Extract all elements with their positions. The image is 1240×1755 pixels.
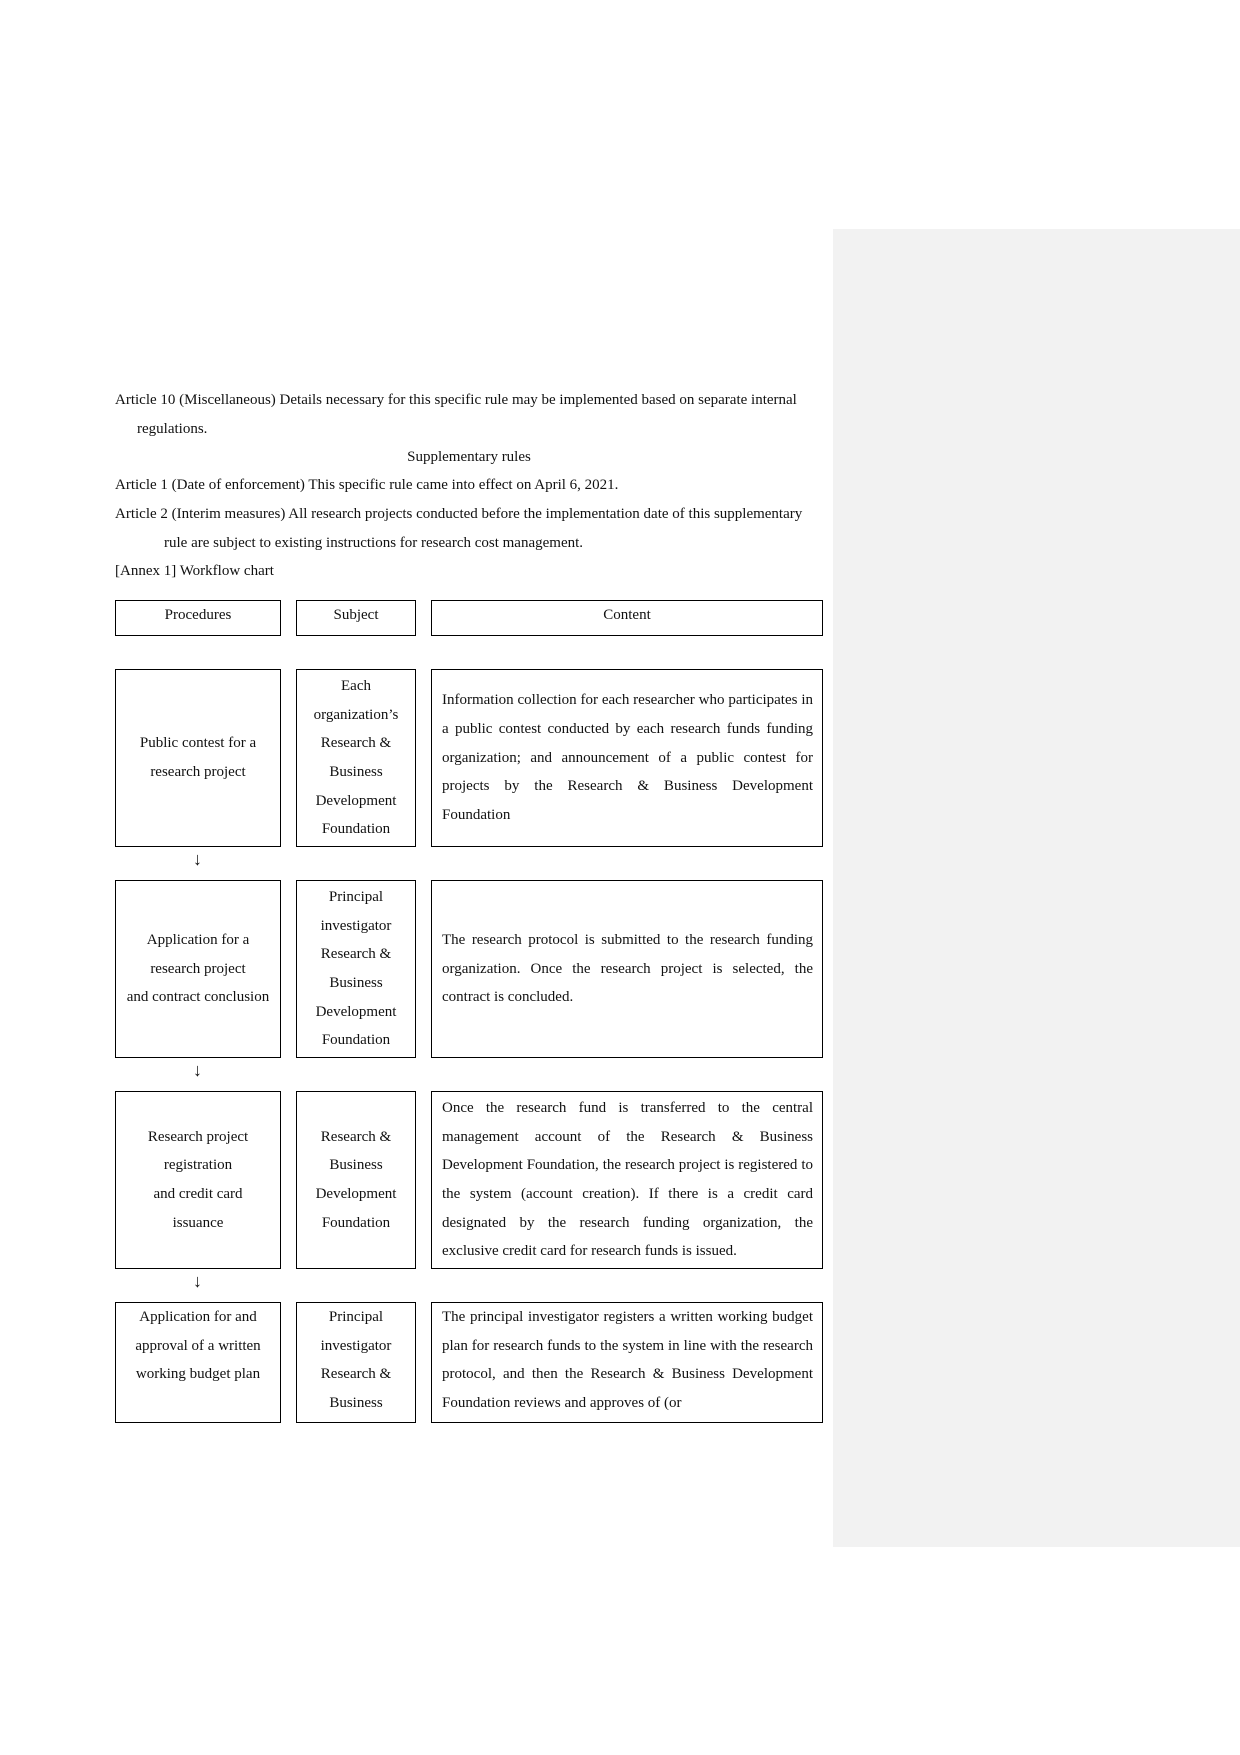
step-2-content-text: The research protocol is submitted to the research funding organization. Once the research project is selected, the contract is concluded. bbox=[442, 931, 813, 1006]
comment-pane bbox=[833, 229, 1240, 1547]
step-2-subject-line: Research & bbox=[320, 946, 392, 963]
article-10 bbox=[115, 386, 823, 443]
step-4-procedure-line: approval of a written bbox=[135, 1337, 261, 1354]
step-4-content-text: The principal investigator registers a written working budget plan for research funds to the system in line with the research protocol, and then the Research & Business Development Foundation reviews and approves of (or bbox=[442, 1309, 813, 1412]
step-1-procedure-line: research project bbox=[150, 764, 246, 780]
header-subject-label: Subject bbox=[333, 607, 379, 623]
step-2-subject-line: Foundation bbox=[321, 1032, 391, 1049]
step-2-procedure-line: research project bbox=[150, 960, 246, 977]
step-2-subject-line: Principal bbox=[328, 888, 384, 905]
article-2-line-2: rule are subject to existing instructions for research cost management. bbox=[164, 534, 584, 551]
header-subject bbox=[296, 600, 416, 636]
step-3-subject-line: Development bbox=[315, 1186, 397, 1202]
annex-title: [Annex 1] Workflow chart bbox=[115, 563, 274, 579]
step-1-content-text: Information collection for each researcher who participates in a public contest conducted by each research funds funding organization; and announcement of a public contest for projects by the Research & Business Development Foundation bbox=[442, 692, 813, 824]
step-3-subject bbox=[296, 1091, 416, 1269]
step-4-procedure-line: working budget plan bbox=[135, 1366, 261, 1383]
step-1-procedure-line: Public contest for a bbox=[139, 735, 257, 752]
step-4-subject-line: Business bbox=[329, 1395, 383, 1412]
step-1-subject-line: organization’s bbox=[313, 706, 399, 723]
step-3-subject-line: Foundation bbox=[321, 1214, 391, 1231]
article-10-line-1: Article 10 (Miscellaneous) Details necessary for this specific rule may be implemented based on separate internal bbox=[115, 392, 797, 408]
step-3-procedure-line: issuance bbox=[172, 1214, 224, 1231]
article-2 bbox=[115, 500, 823, 557]
step-3-content bbox=[431, 1091, 823, 1269]
step-3-procedure-line: Research project bbox=[147, 1128, 249, 1145]
article-1: Article 1 (Date of enforcement) This specific rule came into effect on April 6, 2021. bbox=[115, 477, 619, 493]
step-3-procedure bbox=[115, 1091, 281, 1269]
step-4-procedure-line: Application for and bbox=[139, 1309, 257, 1325]
step-3-content-text: Once the research fund is transferred to the central management account of the Research & Business Development Foundation, the research project is registered to the system (account creation). If there is a credit card designated by the research funding organization, the exclusive credit card for research funds is issued. bbox=[442, 1099, 813, 1260]
step-1-procedure bbox=[115, 669, 281, 847]
arrow-down-icon: ↓ bbox=[193, 1271, 202, 1291]
step-1-subject bbox=[296, 669, 416, 847]
step-2-procedure bbox=[115, 880, 281, 1058]
arrow-down-icon: ↓ bbox=[193, 1060, 202, 1080]
step-2-content bbox=[431, 880, 823, 1058]
step-4-content bbox=[431, 1302, 823, 1423]
step-4-subject-line: Principal bbox=[328, 1309, 384, 1325]
step-1-subject-line: Foundation bbox=[321, 821, 391, 838]
header-procedures bbox=[115, 600, 281, 636]
step-1-subject-line: Each bbox=[341, 677, 371, 694]
header-content-label: Content bbox=[603, 607, 651, 623]
step-2-subject bbox=[296, 880, 416, 1058]
supplementary-rules-title: Supplementary rules bbox=[407, 449, 531, 465]
step-4-procedure bbox=[115, 1302, 281, 1423]
step-1-subject-line: Development bbox=[315, 792, 397, 809]
step-2-subject-line: Business bbox=[329, 975, 383, 991]
step-2-procedure-line: and contract conclusion bbox=[126, 989, 270, 1006]
step-3-subject-line: Research & bbox=[320, 1128, 392, 1145]
header-content bbox=[431, 600, 823, 636]
step-3-procedure-line: registration bbox=[163, 1157, 233, 1174]
step-3-procedure-line: and credit card bbox=[153, 1186, 243, 1202]
step-1-content bbox=[431, 669, 823, 847]
article-10-line-2: regulations. bbox=[137, 420, 208, 437]
step-4-subject bbox=[296, 1302, 416, 1423]
step-2-subject-line: investigator bbox=[320, 917, 392, 934]
step-3-subject-line: Business bbox=[329, 1157, 383, 1174]
arrow-down-icon: ↓ bbox=[193, 849, 202, 869]
step-2-subject-line: Development bbox=[315, 1003, 397, 1020]
header-procedures-label: Procedures bbox=[164, 607, 232, 623]
step-4-subject-line: Research & bbox=[320, 1366, 392, 1383]
step-1-subject-line: Business bbox=[329, 764, 383, 780]
article-2-line-1: Article 2 (Interim measures) All research projects conducted before the implementation date of this supplementary bbox=[115, 506, 803, 522]
step-1-subject-line: Research & bbox=[320, 735, 392, 752]
step-4-subject-line: investigator bbox=[320, 1337, 392, 1354]
step-2-procedure-line: Application for a bbox=[146, 931, 250, 948]
